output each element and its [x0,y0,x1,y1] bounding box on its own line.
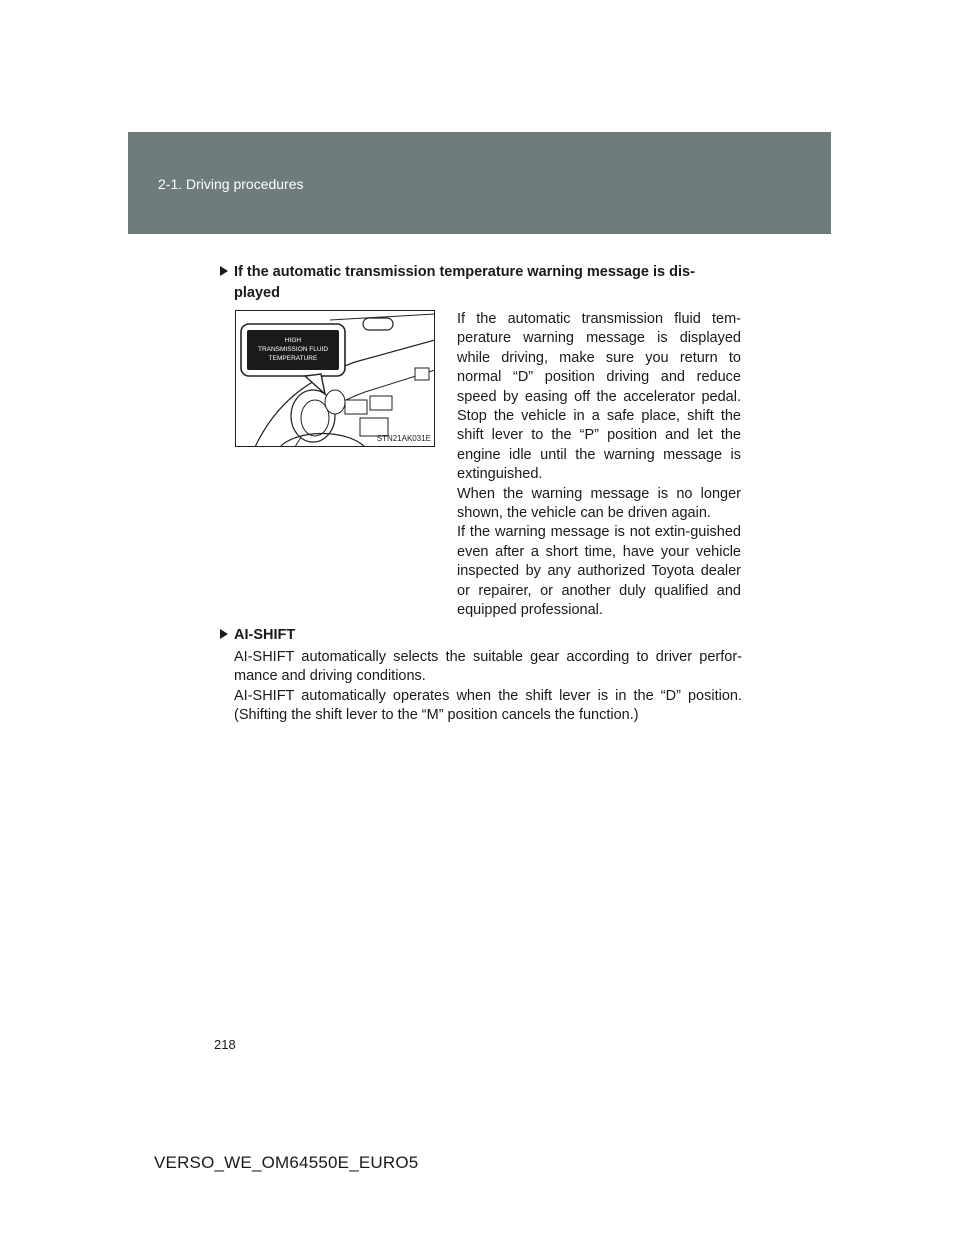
figure-code: STN21AK031E [376,434,431,443]
triangle-bullet-icon [220,629,228,639]
warning-paragraph-2: When the warning message is no longer shown, the vehicle can be driven again. [457,485,741,522]
section-title: 2-1. Driving procedures [158,176,304,192]
warning-instructions [457,310,741,621]
display-text-line-3: TEMPERATURE [268,355,318,362]
display-text-line-1: HIGH [284,337,302,344]
ai-shift-heading: AI-SHIFT [234,627,296,643]
section-heading-transmission-warning [220,262,742,304]
page-number: 218 [214,1037,236,1052]
heading-line-2: played [234,285,280,301]
warning-paragraph-1: If the automatic transmission fluid tem-perature warning message is displayed while driving, make sure you return to normal “D” position driving and reduce speed by easing off the accelerator pedal. Stop the vehicle in a safe place, shift the shift lever to the “P” position and let the engine idle until the warning message is extinguished. [457,311,741,483]
section-header-bar [128,132,831,234]
document-code: VERSO_WE_OM64550E_EURO5 [154,1153,419,1172]
ai-shift-description [234,648,742,726]
ai-shift-paragraph-2: AI-SHIFT automatically operates when the shift lever is in the “D” position. (Shifting the shift lever to the “M” position cancels the function.) [234,687,742,724]
warning-paragraph-3: If the warning message is not extin-guished even after a short time, have your vehicle inspected by any authorized Toyota dealer or repairer, or another duly qualified and equipped professional. [457,524,741,619]
dashboard-illustration [235,310,435,447]
triangle-bullet-icon [220,266,228,276]
section-heading-ai-shift [220,625,295,646]
heading-line-1: If the automatic transmission temperature warning message is dis- [234,264,695,280]
ai-shift-paragraph-1: AI-SHIFT automatically selects the suitable gear according to driver perfor-mance and driving conditions. [234,649,742,685]
display-text-line-2: TRANSMISSION FLUID [257,346,329,353]
